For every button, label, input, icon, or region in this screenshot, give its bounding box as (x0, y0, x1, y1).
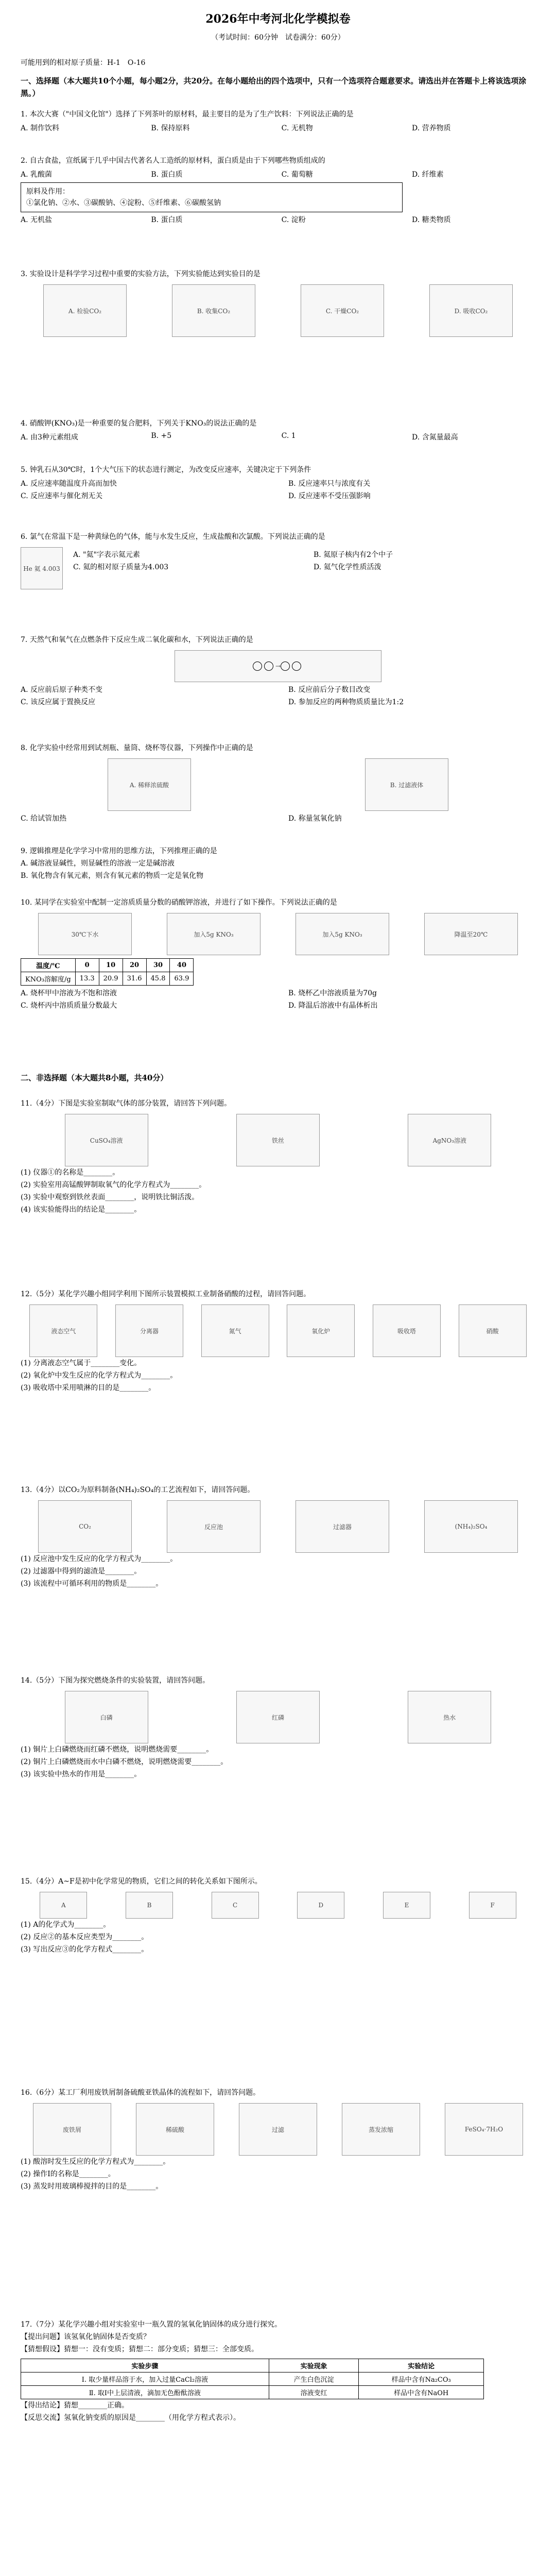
q10-opt-c[interactable]: C. 烧杯丙中溶质质量分数最大 (21, 1002, 117, 1010)
q2b-opt-d[interactable]: D. 糖类物质 (411, 216, 451, 224)
q17-r2-c2: 样品中含有NaOH (359, 2386, 484, 2399)
q4-opt-b[interactable]: B. +5 (151, 432, 172, 440)
q5-opt-c[interactable]: C. 反应速率与催化剂无关 (21, 492, 103, 500)
question-3 (21, 268, 535, 337)
q14-item-2[interactable]: (2) 铜片上白磷燃烧而水中白磷不燃烧，说明燃烧需要________。 (21, 1758, 228, 1766)
section-1 (21, 75, 535, 99)
q2-opt-d[interactable]: D. 纤维素 (411, 171, 444, 179)
question-7 (21, 634, 535, 707)
q2-opt-a[interactable]: A. 乳酸菌 (21, 171, 53, 179)
q15-item-3[interactable]: (3) 写出反应③的化学方程式________。 (21, 1945, 149, 1954)
q12-text: 12.（5分）某化学兴趣小组同学利用下图所示装置模拟工业制备硝酸的过程，请回答问题。 (21, 1290, 311, 1298)
q17-r1-c1: 产生白色沉淀 (269, 2372, 358, 2386)
q3-fig-d[interactable]: D. 吸收CO₂ (429, 284, 513, 337)
q3-fig-b[interactable]: B. 收集CO₂ (172, 284, 255, 337)
q6-text: 6. 氯气在常温下是一种黄绿色的气体，能与水发生反应，生成盐酸和次氯酸。下列说法正确的是 (21, 533, 325, 541)
q9-text: 9. 逻辑推理是化学学习中常用的思维方法，下列推理正确的是 (21, 847, 217, 855)
question-12 (21, 1288, 535, 1394)
q6-opt-d[interactable]: D. 氦气化学性质活泼 (313, 563, 381, 571)
q13-item-1[interactable]: (1) 反应池中发生反应的化学方程式为________。 (21, 1555, 178, 1563)
q10-th-1: 0 (75, 959, 99, 972)
q8-fig-b[interactable]: B. 过滤液体 (365, 758, 448, 811)
q17-guess: 【猜想假设】猜想一：没有变质；猜想二：部分变质；猜想三：全部变质。 (21, 2345, 258, 2353)
q11-item-1[interactable]: (1) 仪器①的名称是________。 (21, 1168, 120, 1177)
q14-fig-1: 白磷 (65, 1691, 148, 1743)
q17-conclusion[interactable]: 【得出结论】猜想________正确。 (21, 2401, 129, 2410)
q2b-opt-a[interactable]: A. 无机盐 (21, 216, 53, 224)
q12-item-2[interactable]: (2) 氧化炉中发生反应的化学方程式为________。 (21, 1371, 178, 1380)
q2b-opt-c[interactable]: C. 淀粉 (281, 216, 306, 224)
q7-reaction-diagram: → (175, 650, 381, 682)
q5-opt-d[interactable]: D. 反应速率不受压强影响 (288, 492, 371, 500)
q9-opt-b[interactable]: B. 氧化物含有氧元素，则含有氧元素的物质一定是氧化物 (21, 872, 204, 880)
q16-text: 16.（6分）某工厂利用废铁屑制备硫酸亚铁晶体的流程如下，请回答问题。 (21, 2089, 260, 2097)
q4-opt-d[interactable]: D. 含氮量最高 (411, 433, 458, 442)
q15-text: 15.（4分）A~F是初中化学常见的物质，它们之间的转化关系如下图所示。 (21, 1877, 262, 1886)
q12-fig-1: 液态空气 (29, 1304, 97, 1357)
q4-opt-a[interactable]: A. 由3种元素组成 (21, 433, 78, 442)
section-2-head: 二、非选择题（本大题共8小题，共40分） (21, 1073, 168, 1082)
q12-fig-2: 分离器 (115, 1304, 183, 1357)
q7-text: 7. 天然气和氧气在点燃条件下反应生成二氧化碳和水，下列说法正确的是 (21, 636, 253, 644)
q10-opt-b[interactable]: B. 烧杯乙中溶液质量为70g (288, 989, 377, 997)
q10-opt-d[interactable]: D. 降温后溶液中有晶体析出 (288, 1002, 378, 1010)
q10-td-2: 20.9 (99, 972, 123, 986)
question-1 (21, 108, 535, 133)
exam-info: （考试时间：60分钟 试卷满分：60分） (211, 33, 345, 42)
q8-fig-a[interactable]: A. 稀释浓硫酸 (108, 758, 191, 811)
q2b-opt-b[interactable]: B. 蛋白质 (151, 216, 183, 224)
q10-td-1: 13.3 (75, 972, 99, 986)
q16-item-2[interactable]: (2) 操作Ⅰ的名称是________。 (21, 2170, 115, 2178)
q14-fig-3: 热水 (408, 1691, 491, 1743)
q10-th-2: 10 (99, 959, 123, 972)
question-9 (21, 845, 535, 882)
q10-td-4: 45.8 (146, 972, 170, 986)
q2-text: 2. 自古食盐，宣纸属于几乎中国古代著名人工造纸的原材料，蛋白质是由于下列哪些物质组成的 (21, 157, 325, 165)
question-11 (21, 1097, 535, 1216)
q7-opt-d[interactable]: D. 参加反应的两种物质质量比为1:2 (288, 698, 404, 706)
q6-opt-b[interactable]: B. 氦原子核内有2个中子 (313, 551, 393, 559)
q17-experiment-table (21, 2359, 484, 2399)
q17-text: 17.（7分）某化学兴趣小组对实验室中一瓶久置的氢氧化钠固体的成分进行探究。 (21, 2320, 282, 2329)
q17-r2-c1: 溶液变红 (269, 2386, 358, 2399)
q11-item-4[interactable]: (4) 该实验能得出的结论是________。 (21, 1206, 142, 1214)
q1-opt-d[interactable]: D. 营养物质 (411, 124, 451, 132)
q14-text: 14.（5分）下图为探究燃烧条件的实验装置，请回答问题。 (21, 1676, 210, 1685)
q14-fig-2: 红磷 (236, 1691, 320, 1743)
question-2 (21, 155, 535, 225)
q12-fig-3: 氮气 (201, 1304, 269, 1357)
q16-fig-2: 稀硫酸 (136, 2103, 214, 2156)
section-1-head: 一、选择题（本大题共10个小题，每小题2分，共20分。在每小题给出的四个选项中，只有一个选项符合题意要求。请选出并在答题卡上将该选项涂黑。） (21, 76, 527, 98)
section-2 (21, 1072, 535, 1084)
q13-fig-1: CO₂ (38, 1500, 132, 1553)
q1-text: 1. 本次大赛（"中国文化馆"）选择了下列茶叶的原材料，最主要目的是为了生产饮料：下列说法正确的是 (21, 110, 354, 118)
q4-opt-c[interactable]: C. 1 (281, 432, 296, 440)
molecule-icon (264, 662, 273, 671)
q1-opt-b[interactable]: B. 保持原料 (151, 124, 190, 132)
q15-node-d: D (297, 1892, 344, 1919)
q10-opt-a[interactable]: A. 烧杯甲中溶液为不饱和溶液 (21, 989, 117, 997)
q3-text: 3. 实验设计是科学学习过程中重要的实验方法，下列实验能达到实验目的是 (21, 270, 260, 278)
q11-item-3[interactable]: (3) 实验中观察到铁丝表面________，说明铁比铜活泼。 (21, 1193, 199, 1201)
q7-opt-c[interactable]: C. 该反应属于置换反应 (21, 698, 96, 706)
page-title: 2026年中考河北化学模拟卷 (205, 12, 351, 26)
q10-td-0: KNO₃溶解度/g (21, 972, 76, 986)
question-14 (21, 1674, 535, 1781)
q17-th-0: 实验步骤 (21, 2359, 269, 2372)
q10-step-4: 降温至20℃ (424, 913, 518, 955)
q13-item-2[interactable]: (2) 过滤器中得到的滤渣是________。 (21, 1567, 142, 1575)
q4-text: 4. 硝酸钾(KNO₃)是一种重要的复合肥料，下列关于KNO₃的说法正确的是 (21, 419, 257, 428)
q12-fig-5: 吸收塔 (373, 1304, 441, 1357)
q10-td-5: 63.9 (170, 972, 194, 986)
q10-text: 10. 某同学在实验室中配制一定溶质质量分数的硝酸钾溶液，并进行了如下操作。下列说法正确的是 (21, 899, 337, 907)
q17-hypothesis: 【提出问题】该氢氧化钠固体是否变质？ (21, 2333, 150, 2341)
q8-text: 8. 化学实验中经常用到试剂瓶、量筒、烧杯等仪器，下列操作中正确的是 (21, 744, 253, 752)
q12-item-1[interactable]: (1) 分离液态空气属于________变化。 (21, 1359, 142, 1367)
q16-fig-4: 蒸发浓缩 (342, 2103, 420, 2156)
molecule-icon (292, 662, 301, 671)
q14-item-3[interactable]: (3) 该实验中热水的作用是________。 (21, 1770, 142, 1778)
q17-reflection[interactable]: 【反思交流】氢氧化钠变质的原因是________（用化学方程式表示）。 (21, 2414, 240, 2422)
q11-fig-3: AgNO₃溶液 (408, 1114, 491, 1166)
question-6 (21, 531, 535, 589)
q3-fig-a[interactable]: A. 检验CO₂ (43, 284, 127, 337)
q5-opt-a[interactable]: A. 反应速率随温度升高而加快 (21, 480, 117, 488)
q15-item-2[interactable]: (2) 反应②的基本反应类型为________。 (21, 1933, 149, 1941)
q2-opt-c[interactable]: C. 葡萄糖 (281, 171, 313, 179)
q13-item-3[interactable]: (3) 该流程中可循环利用的物质是________。 (21, 1580, 163, 1588)
q17-th-2: 实验结论 (359, 2359, 484, 2372)
q11-item-2[interactable]: (2) 实验室用高锰酸钾制取氧气的化学方程式为________。 (21, 1181, 206, 1189)
question-5 (21, 464, 535, 501)
molecule-icon (281, 662, 290, 671)
question-10 (21, 896, 535, 1010)
atomic-masses: 可能用到的相对原子质量：H-1 O-16 (21, 59, 146, 67)
q11-fig-2: 铁丝 (236, 1114, 320, 1166)
q2-info-box: 原料及作用： ①氯化钠、②水、③碳酸钠、④淀粉、⑤纤维素、⑥碳酸氢钠 (21, 182, 403, 212)
q15-node-a: A (40, 1892, 87, 1919)
q7-opt-b[interactable]: B. 反应前后分子数目改变 (288, 686, 371, 694)
q12-fig-4: 氧化炉 (287, 1304, 355, 1357)
q10-th-5: 40 (170, 959, 194, 972)
q17-r2-c0: Ⅱ. 取Ⅰ中上层清液，滴加无色酚酞溶液 (21, 2386, 269, 2399)
q9-opt-a[interactable]: A. 碱溶液显碱性，则显碱性的溶液一定是碱溶液 (21, 859, 175, 868)
q11-fig-1: CuSO₄溶液 (65, 1114, 148, 1166)
q8-opt-c[interactable]: C. 给试管加热 (21, 815, 67, 823)
q17-th-1: 实验现象 (269, 2359, 358, 2372)
q11-text: 11.（4分）下图是实验室制取气体的部分装置，请回答下列问题。 (21, 1099, 232, 1108)
q10-th-0: 温度/℃ (21, 959, 76, 972)
q13-fig-3: 过滤器 (296, 1500, 389, 1553)
q15-node-f: F (469, 1892, 516, 1919)
q15-node-e: E (383, 1892, 430, 1919)
q13-fig-4: (NH₄)₂SO₄ (424, 1500, 518, 1553)
q10-step-2: 加入5g KNO₃ (167, 913, 260, 955)
q10-step-1: 30℃下水 (38, 913, 132, 955)
q6-element-card: He 氦 4.003 (21, 547, 63, 589)
q1-opt-c[interactable]: C. 无机物 (281, 124, 313, 132)
q10-th-3: 20 (123, 959, 146, 972)
q15-node-b: B (126, 1892, 173, 1919)
q16-item-3[interactable]: (3) 蒸发时用玻璃棒搅拌的目的是________。 (21, 2182, 163, 2191)
q14-item-1[interactable]: (1) 铜片上白磷燃烧而红磷不燃烧，说明燃烧需要________。 (21, 1745, 214, 1754)
q13-text: 13.（4分）以CO₂为原料制备(NH₄)₂SO₄的工艺流程如下，请回答问题。 (21, 1486, 255, 1494)
q12-item-3[interactable]: (3) 吸收塔中采用喷淋的目的是________。 (21, 1384, 156, 1392)
q13-fig-2: 反应池 (167, 1500, 260, 1553)
q3-fig-c[interactable]: C. 干燥CO₂ (301, 284, 384, 337)
q16-item-1[interactable]: (1) 酸溶时发生反应的化学方程式为________。 (21, 2158, 170, 2166)
q16-fig-1: 废铁屑 (33, 2103, 111, 2156)
question-4 (21, 417, 535, 442)
q8-opt-d[interactable]: D. 称量氢氧化钠 (288, 815, 342, 823)
q16-fig-3: 过滤 (239, 2103, 317, 2156)
intro (21, 57, 535, 69)
q17-r1-c0: Ⅰ. 取少量样品溶于水，加入过量CaCl₂溶液 (21, 2372, 269, 2386)
q10-solubility-table (21, 958, 194, 986)
q17-r1-c2: 样品中含有Na₂CO₃ (359, 2372, 484, 2386)
q15-item-1[interactable]: (1) A的化学式为________。 (21, 1921, 111, 1929)
q10-th-4: 30 (146, 959, 170, 972)
q5-text: 5. 钟乳石从30℃时，1个大气压下的状态进行测定，为改变反应速率，关键决定于下列条件 (21, 466, 311, 474)
q1-opt-a[interactable]: A. 制作饮料 (21, 124, 60, 132)
question-8 (21, 742, 535, 823)
q6-opt-a[interactable]: A. "氦"字表示氦元素 (73, 551, 140, 559)
question-13 (21, 1484, 535, 1590)
q10-step-3: 加入5g KNO₃ (296, 913, 389, 955)
molecule-icon (253, 662, 262, 671)
question-15 (21, 1875, 535, 1956)
question-17 (21, 2318, 535, 2424)
q2-opt-b[interactable]: B. 蛋白质 (151, 171, 183, 179)
q5-opt-b[interactable]: B. 反应速率只与浓度有关 (288, 480, 371, 488)
q6-opt-c[interactable]: C. 氦的相对原子质量为4.003 (73, 563, 169, 571)
q7-opt-a[interactable]: A. 反应前后原子种类不变 (21, 686, 103, 694)
question-16 (21, 2087, 535, 2193)
q10-td-3: 31.6 (123, 972, 146, 986)
q16-fig-5: FeSO₄·7H₂O (445, 2103, 523, 2156)
q15-node-c: C (212, 1892, 259, 1919)
q12-fig-6: 硝酸 (459, 1304, 527, 1357)
